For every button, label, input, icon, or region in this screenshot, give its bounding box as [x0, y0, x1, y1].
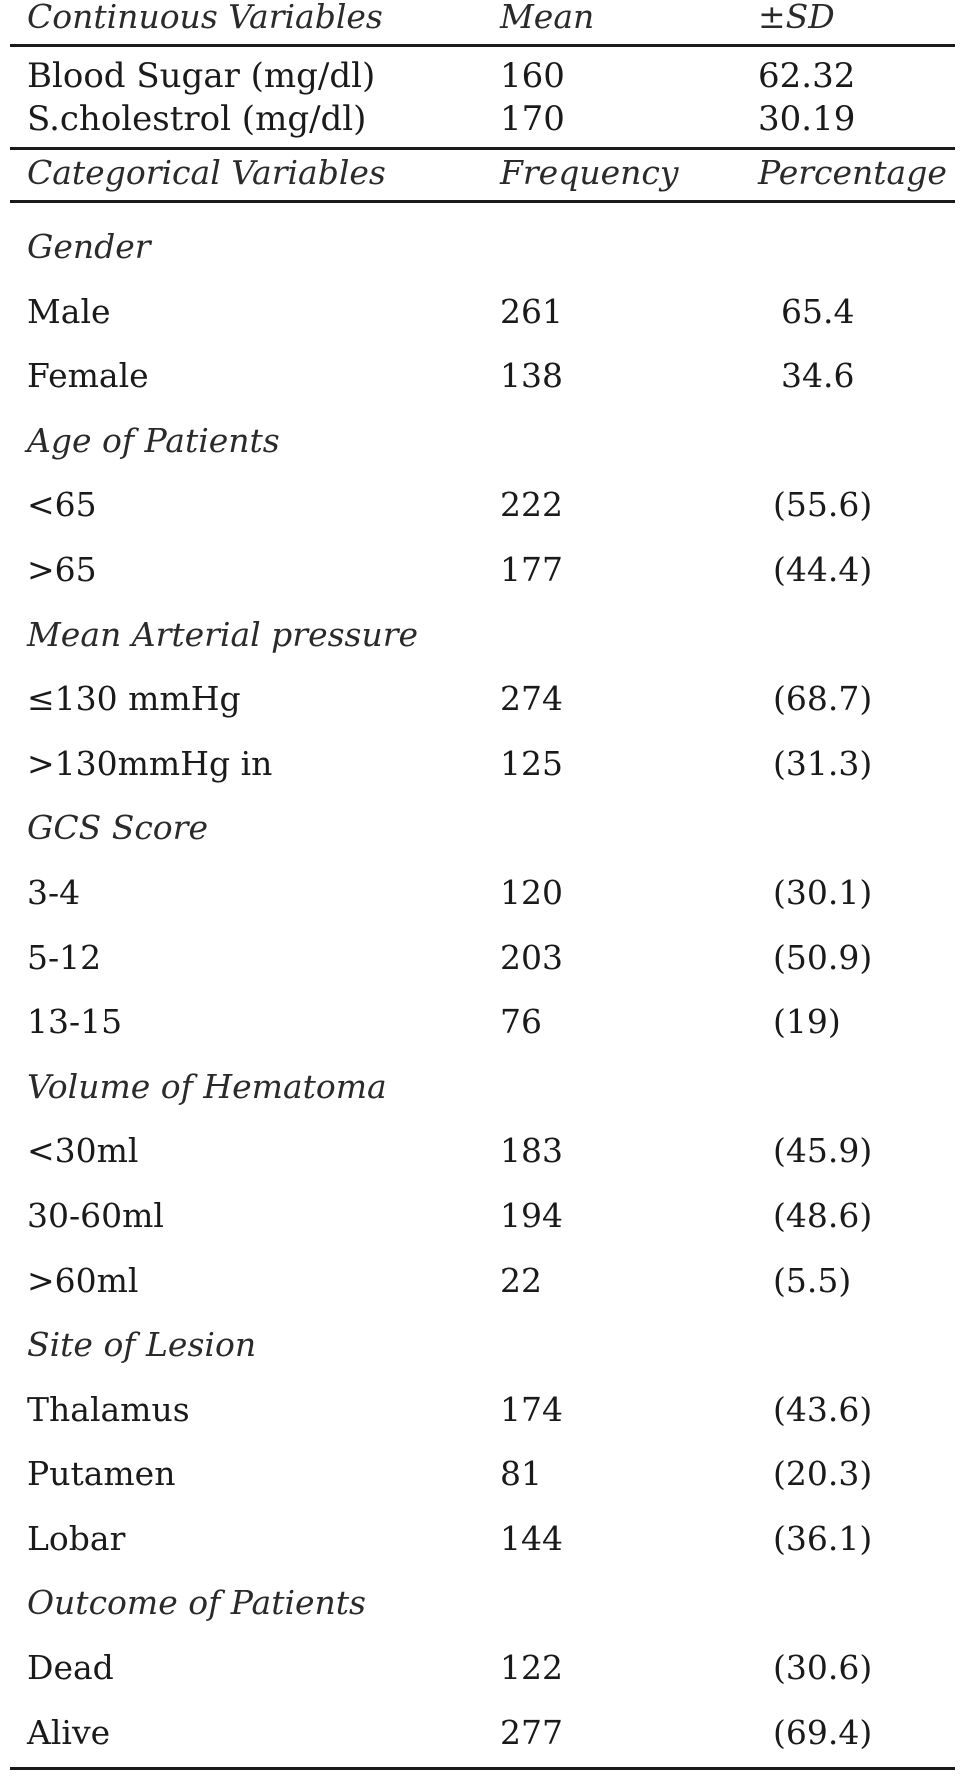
percentage-value: (5.5)	[773, 1260, 852, 1300]
mean-value: 160	[500, 56, 565, 96]
category-label: 13-15	[27, 1002, 123, 1042]
frequency-value: 277	[500, 1712, 563, 1752]
percentage-value: (19)	[773, 1002, 841, 1042]
group-heading: Mean Arterial pressure	[27, 614, 419, 654]
category-label: >65	[27, 549, 97, 589]
continuous-header-row	[10, 0, 955, 44]
percentage-value: (45.9)	[773, 1131, 873, 1171]
table-row	[10, 667, 955, 732]
category-label: Putamen	[27, 1454, 176, 1494]
frequency-value: 81	[500, 1454, 542, 1494]
group-heading-row	[10, 409, 955, 474]
categorical-header-row	[10, 150, 955, 200]
group-heading: Volume of Hematoma	[27, 1066, 387, 1106]
frequency-header: Frequency	[500, 153, 679, 192]
continuous-variables-header: Continuous Variables	[27, 0, 383, 36]
categorical-body	[10, 215, 955, 1765]
category-label: 3-4	[27, 872, 81, 912]
sd-header: ±SD	[758, 0, 835, 36]
table-row	[10, 55, 955, 98]
frequency-value: 274	[500, 679, 563, 719]
group-heading-row	[10, 1055, 955, 1120]
table-row	[10, 98, 955, 141]
category-label: Female	[27, 356, 149, 396]
table-row	[10, 861, 955, 926]
frequency-value: 144	[500, 1518, 563, 1558]
variable-label: S.cholestrol (mg/dl)	[27, 99, 367, 139]
sd-value: 62.32	[758, 56, 856, 96]
variable-label: Blood Sugar (mg/dl)	[27, 56, 376, 96]
category-label: Male	[27, 291, 111, 331]
table-row	[10, 926, 955, 991]
table-row	[10, 1507, 955, 1572]
group-heading-row	[10, 1571, 955, 1636]
frequency-value: 174	[500, 1389, 563, 1429]
category-label: Lobar	[27, 1518, 126, 1558]
category-label: Thalamus	[27, 1389, 190, 1429]
table-row	[10, 1249, 955, 1314]
category-label: 5-12	[27, 937, 102, 977]
frequency-value: 261	[500, 291, 563, 331]
frequency-value: 125	[500, 743, 563, 783]
group-heading-row	[10, 1313, 955, 1378]
table-row	[10, 538, 955, 603]
category-label: >60ml	[27, 1260, 139, 1300]
category-label: Dead	[27, 1648, 114, 1688]
bottom-rule	[10, 1767, 955, 1770]
table-row	[10, 1378, 955, 1443]
frequency-value: 76	[500, 1002, 542, 1042]
group-heading: Site of Lesion	[27, 1325, 257, 1365]
frequency-value: 194	[500, 1195, 563, 1235]
table-row	[10, 280, 955, 345]
frequency-value: 222	[500, 485, 563, 525]
category-label: 30-60ml	[27, 1195, 164, 1235]
percentage-value: 34.6	[781, 356, 855, 396]
group-heading: Outcome of Patients	[27, 1583, 366, 1623]
frequency-value: 120	[500, 872, 563, 912]
frequency-value: 22	[500, 1260, 542, 1300]
category-label: <65	[27, 485, 97, 525]
frequency-value: 138	[500, 356, 563, 396]
mean-value: 170	[500, 99, 565, 139]
group-heading-row	[10, 796, 955, 861]
category-label: >130mmHg in	[27, 743, 273, 783]
percentage-value: (30.1)	[773, 872, 873, 912]
table-row	[10, 1636, 955, 1701]
categorical-variables-header: Categorical Variables	[27, 153, 386, 192]
category-label: Alive	[27, 1712, 111, 1752]
group-heading: GCS Score	[27, 808, 208, 848]
percentage-value: (50.9)	[773, 937, 873, 977]
table-row	[10, 1701, 955, 1766]
mean-header: Mean	[500, 0, 595, 36]
table-row	[10, 1442, 955, 1507]
group-heading-row	[10, 215, 955, 280]
frequency-value: 203	[500, 937, 563, 977]
frequency-value: 177	[500, 549, 563, 589]
frequency-value: 122	[500, 1648, 563, 1688]
table-row	[10, 344, 955, 409]
percentage-value: 65.4	[781, 291, 855, 331]
table-row	[10, 990, 955, 1055]
percentage-value: (44.4)	[773, 549, 873, 589]
table-row	[10, 1119, 955, 1184]
table-row	[10, 473, 955, 538]
percentage-value: (36.1)	[773, 1518, 873, 1558]
percentage-value: (69.4)	[773, 1712, 873, 1752]
category-label: <30ml	[27, 1131, 139, 1171]
frequency-value: 183	[500, 1131, 563, 1171]
percentage-value: (31.3)	[773, 743, 873, 783]
statistics-table	[10, 0, 955, 1770]
percentage-value: (30.6)	[773, 1648, 873, 1688]
percentage-value: (43.6)	[773, 1389, 873, 1429]
group-heading: Gender	[27, 227, 151, 266]
group-heading-row	[10, 603, 955, 668]
group-heading: Age of Patients	[27, 420, 280, 460]
percentage-value: (20.3)	[773, 1454, 873, 1494]
percentage-value: (68.7)	[773, 679, 873, 719]
sd-value: 30.19	[758, 99, 856, 139]
percentage-value: (55.6)	[773, 485, 873, 525]
table-row	[10, 1184, 955, 1249]
category-label: ≤130 mmHg	[27, 679, 241, 719]
table-row	[10, 732, 955, 797]
percentage-header: Percentage	[758, 153, 947, 192]
percentage-value: (48.6)	[773, 1195, 873, 1235]
